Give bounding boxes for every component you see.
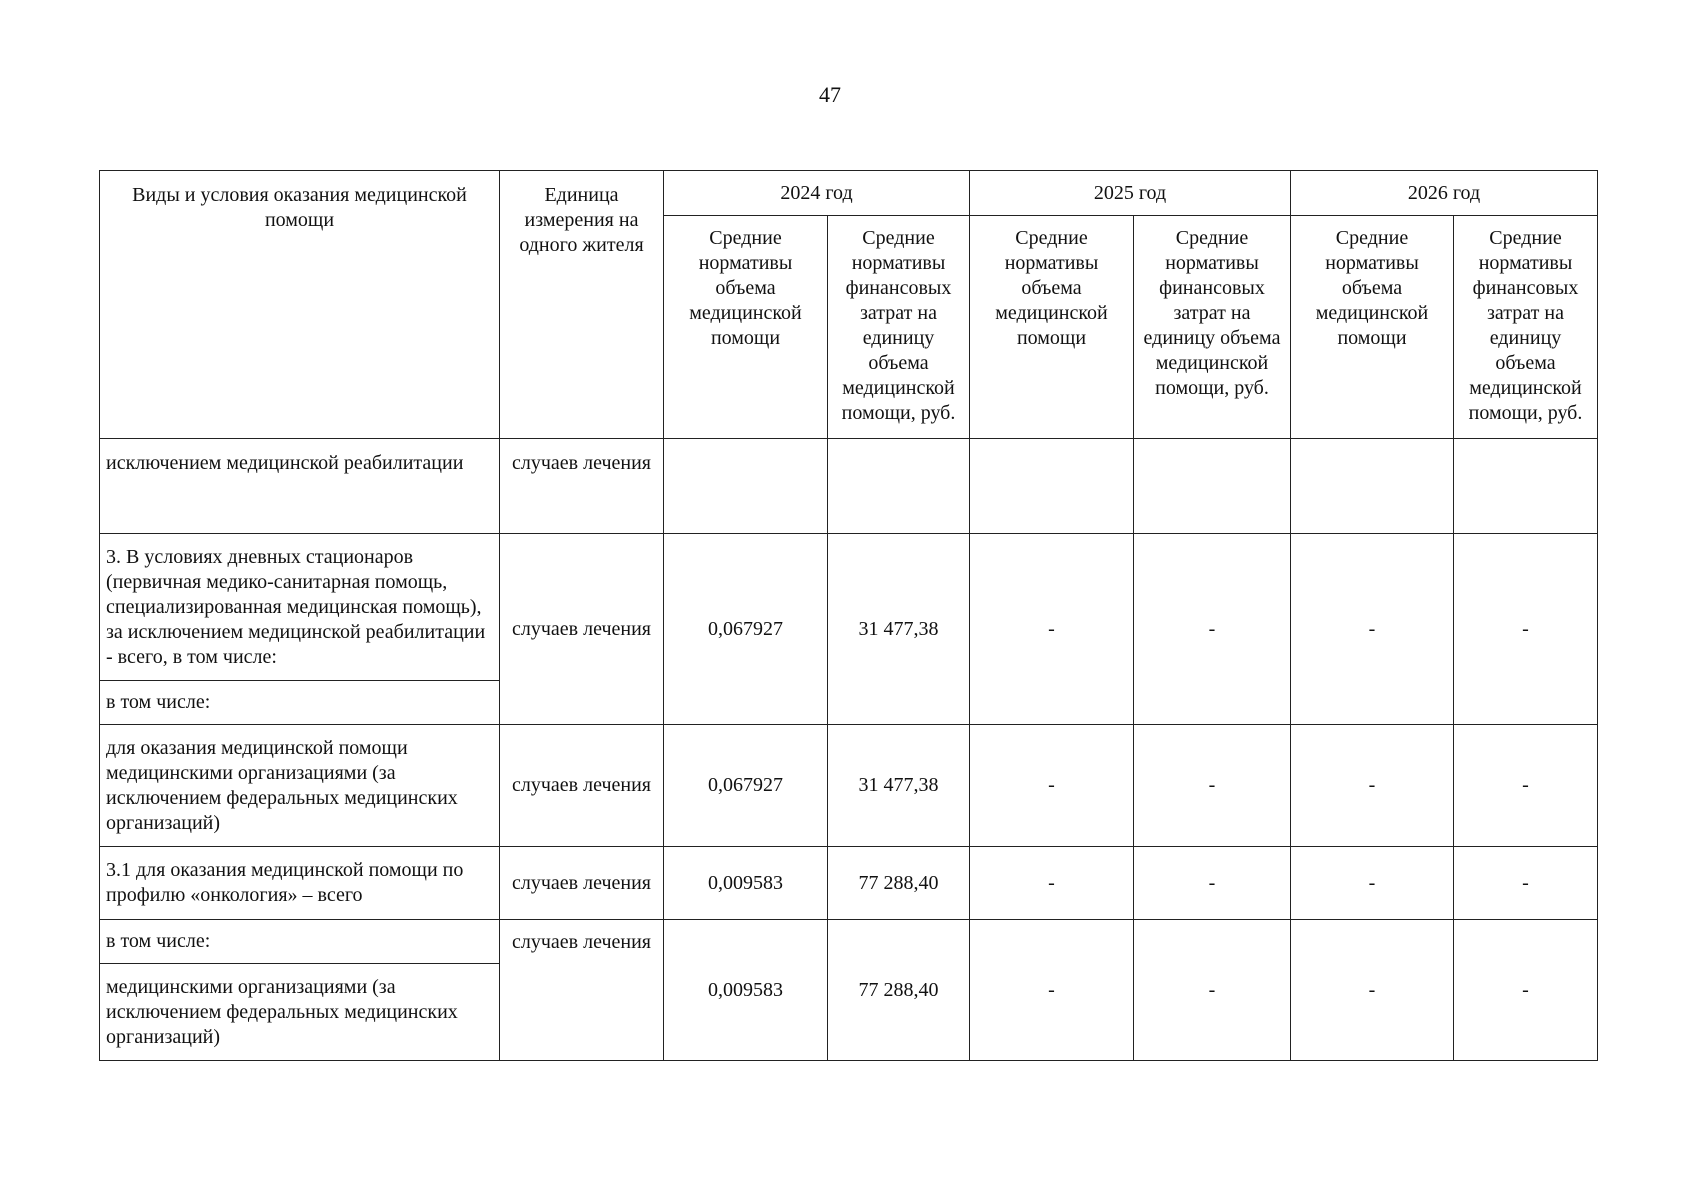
row-unit: случаев лечения [500, 920, 664, 1061]
cell-2026-cost [1454, 439, 1598, 534]
cell-2024-cost [828, 439, 970, 534]
cell-2025-volume: - [970, 847, 1134, 920]
cell-2024-volume: 0,009583 [664, 920, 828, 1061]
row-unit: случаев лечения [500, 847, 664, 920]
row-subname: медицинскими организациями (за исключением федеральных медицинских организаций) [100, 964, 500, 1061]
row-unit: случаев лечения [500, 534, 664, 725]
header-2024-cost: Средние нормативы финансовых затрат на единицу объема медицинской помощи, руб. [828, 216, 970, 439]
row-name: 3. В условиях дневных стационаров (первичная медико-санитарная помощь, специализированная медицинская помощь), за исключением медицинской реабилитации - всего, в том числе: [100, 534, 500, 681]
cell-2026-volume: - [1291, 534, 1454, 725]
cell-2025-cost: - [1134, 725, 1291, 847]
cell-2026-cost: - [1454, 725, 1598, 847]
row-unit: случаев лечения [500, 439, 664, 534]
page-number: 47 [819, 82, 841, 107]
row-name: для оказания медицинской помощи медицинскими организациями (за исключением федеральных медицинских организаций) [100, 725, 500, 847]
header-year-2025: 2025 год [970, 171, 1291, 216]
cell-2024-volume: 0,067927 [664, 725, 828, 847]
cell-2025-volume: - [970, 920, 1134, 1061]
cell-2024-volume: 0,067927 [664, 534, 828, 725]
table-row [100, 847, 1598, 920]
row-name: 3.1 для оказания медицинской помощи по профилю «онкология» – всего [100, 847, 500, 920]
row-subname: в том числе: [100, 681, 500, 725]
table-row [100, 920, 1598, 964]
row-unit: случаев лечения [500, 725, 664, 847]
header-kind: Виды и условия оказания медицинской помощи [100, 171, 500, 439]
cell-2024-cost: 77 288,40 [828, 847, 970, 920]
header-year-2026: 2026 год [1291, 171, 1598, 216]
cell-2025-cost: - [1134, 920, 1291, 1061]
cell-2026-volume: - [1291, 725, 1454, 847]
cell-2024-cost: 31 477,38 [828, 725, 970, 847]
cell-2026-volume: - [1291, 847, 1454, 920]
medical-care-norms-table [99, 170, 1598, 1061]
cell-2024-cost: 31 477,38 [828, 534, 970, 725]
cell-2024-volume: 0,009583 [664, 847, 828, 920]
cell-2026-cost: - [1454, 534, 1598, 725]
table-row [100, 725, 1598, 847]
cell-2025-cost: - [1134, 847, 1291, 920]
table-row [100, 534, 1598, 681]
header-2025-volume: Средние нормативы объема медицинской помощи [970, 216, 1134, 439]
header-2026-volume: Средние нормативы объема медицинской помощи [1291, 216, 1454, 439]
row-name: в том числе: [100, 920, 500, 964]
row-name: исключением медицинской реабилитации [100, 439, 500, 534]
cell-2024-volume [664, 439, 828, 534]
cell-2025-volume [970, 439, 1134, 534]
cell-2025-cost [1134, 439, 1291, 534]
cell-2024-cost: 77 288,40 [828, 920, 970, 1061]
cell-2025-cost: - [1134, 534, 1291, 725]
header-2025-cost: Средние нормативы финансовых затрат на единицу объема медицинской помощи, руб. [1134, 216, 1291, 439]
header-2024-volume: Средние нормативы объема медицинской помощи [664, 216, 828, 439]
cell-2025-volume: - [970, 534, 1134, 725]
cell-2026-cost: - [1454, 847, 1598, 920]
header-year-2024: 2024 год [664, 171, 970, 216]
cell-2025-volume: - [970, 725, 1134, 847]
table-row [100, 439, 1598, 534]
cell-2026-volume [1291, 439, 1454, 534]
header-2026-cost: Средние нормативы финансовых затрат на единицу объема медицинской помощи, руб. [1454, 216, 1598, 439]
header-unit: Единица измерения на одного жителя [500, 171, 664, 439]
cell-2026-cost: - [1454, 920, 1598, 1061]
cell-2026-volume: - [1291, 920, 1454, 1061]
